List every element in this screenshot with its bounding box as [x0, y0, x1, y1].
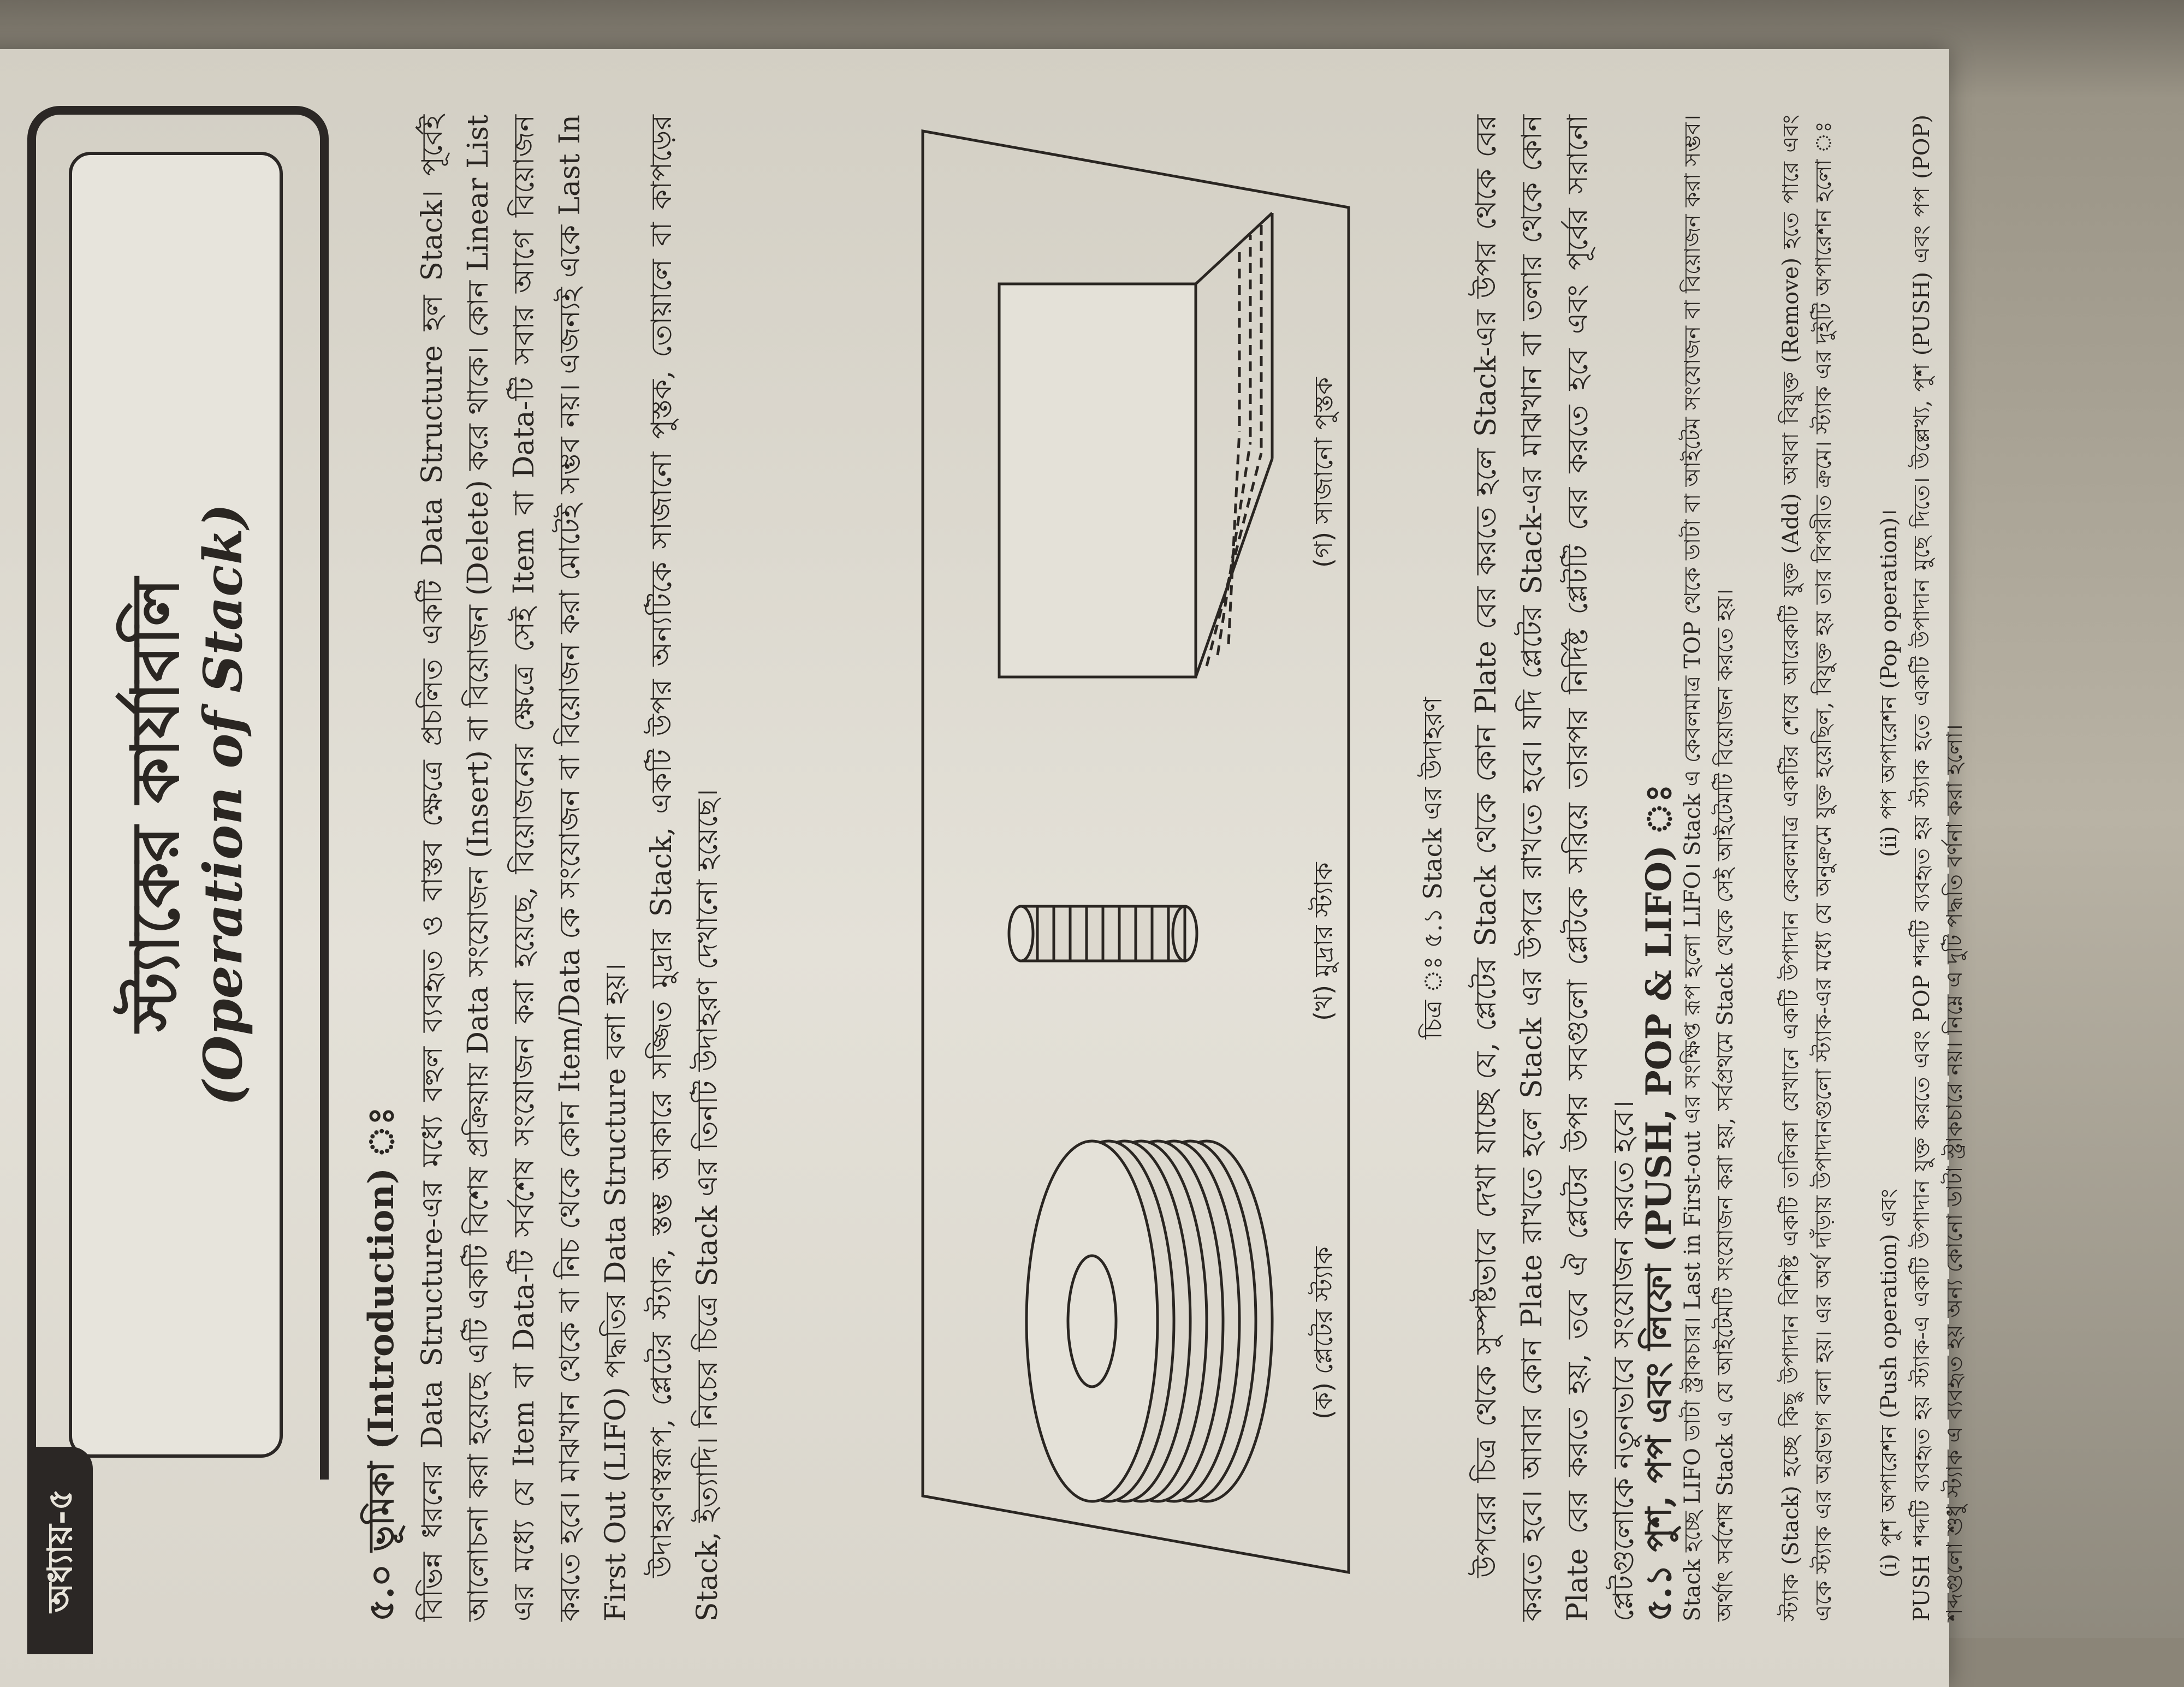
operation-list-item-2: (ii) পপ অপারেশন (Pop operation)। [1877, 509, 1902, 857]
stack-examples-figure [857, 131, 1403, 1605]
page-number [0, 120, 9, 169]
post-figure-paragraph: উপরের চিত্র থেকে সুস্পষ্টভাবে দেখা যাচ্ছে যে, প্লেটের Stack থেকে কোন Plate বের করতে হলে Stack-এর উপর থেকে বের করতে হবে। আবার কোন Plate রাখতে হলে Stack এর উপরে রাখতে হবে। যদি প্লেটের Stack-এর মাঝখান বা তলার থেকে কোন Plate বের করতে হয়, তবে ঐ প্লেটের উপর সবগুলো প্লেটকে সরিয়ে তারপর নির্দিষ্ট প্লেটটি বের করতে হবে এবং পূর্বের সরানো প্লেটগুলোকে নতুনভাবে সংযোজন করতে হবে। [1470, 115, 1640, 1621]
section-5-1-paragraph-3: PUSH শব্দটি ব্যবহৃত হয় স্ট্যাক-এ একটি উপাদান যুক্ত করতে এবং POP শব্দটি ব্যবহৃত হয় স্ট্যাক হতে একটি উপাদান মুছে দিতে। উল্লেখ্য, পুশ (PUSH) এবং পপ (POP) শব্দগুলো শুধু স্ট্যাক এ ব্যবহৃত হয় অন্য কোনো ডাটা স্ট্রাকচারে নয়। নিম্নে এ দুটি পদ্ধতি বর্ণনা করা হলো। [1909, 115, 1967, 1621]
figure-label-a: (ক) প্লেটের স্ট্যাক [1309, 1246, 1338, 1419]
operation-list-item-1: (i) পুশ অপারেশন (Push operation) এবং [1877, 1189, 1902, 1578]
section-5-1-paragraph-2: স্ট্যাক (Stack) হচ্ছে কিছু উপাদান বিশিষ্ট একটি তালিকা যেখানে একটি উপাদান কেবলমাত্র একটির শেষে আরেকটি যুক্ত (Add) অথবা বিযুক্ত (Remove) হতে পারে এবং একে স্ট্যাক এর অগ্রভাগ বলা হয়। এর অর্থ দাঁড়ায় উপাদানগুলো স্ট্যাক-এর মধ্যে যে অনুক্রমে যুক্ত হয়েছিল, বিযুক্ত হয় তার বিপরীত ক্রমে। স্ট্যাক এর দুইটি অপারেশন হলো ঃ [1778, 115, 1836, 1621]
book-stack [999, 213, 1272, 677]
figure-label-c: (গ) সাজানো পুস্তক [1309, 377, 1338, 568]
section-5-1-heading: ৫.১ পুশ, পপ এবং লিফো (PUSH, POP & LIFO) ঃ [1639, 783, 1679, 1621]
figure-caption: চিত্র ঃ ৫.১ Stack এর উদাহরণ [1418, 697, 1447, 1039]
intro-paragraph-2: উদাহরণস্বরূপ, প্লেটের স্ট্যাক, স্তম্ভ আকারে সজ্জিত মুদ্রার Stack, একটি উপর অন্যটিকে সাজানো পুস্তক, তোয়ালে বা কাপড়ের Stack, ইত্যাদি। নিচের চিত্রে Stack এর তিনটি উদাহরণ দেখানো হয়েছে। [645, 115, 724, 1621]
plate-stack [1026, 1141, 1272, 1501]
chapter-tab: অধ্যায়-৫ [27, 1447, 93, 1654]
chapter-title-en: (Operation of Stack) [192, 503, 254, 1106]
intro-heading: ৫.০ ভূমিকা (Introduction) ঃ [361, 1107, 402, 1621]
chapter-title-box [69, 152, 283, 1458]
figure-label-b: (খ) মুদ্রার স্ট্যাক [1309, 862, 1338, 1021]
book-page [0, 49, 1967, 1687]
intro-paragraph-1: বিভিন্ন ধরনের Data Structure-এর মধ্যে বহুল ব্যবহৃত ও বাস্তব ক্ষেত্রে প্রচলিত একটি Data Structure হল Stack। পূর্বেই আলোচনা করা হয়েছে এটি একটি বিশেষ প্রক্রিয়ায় Data সংযোজন (Insert) বা বিয়োজন (Delete) করে থাকে। কোন Linear List এর মধ্যে যে Item বা Data-টি সর্বশেষ সংযোজন করা হয়েছে, বিয়োজনের ক্ষেত্রে সেই Item বা Data-টি সবার আগে বিয়োজন করতে হবে। মাঝখান থেকে বা নিচ থেকে কোন Item/Data কে সংযোজন বা বিয়োজন করা মোটেই সম্ভব নয়। এজন্যই একে Last In First Out (LIFO) পদ্ধতির Data Structure বলা হয়। [416, 115, 632, 1621]
figure-drawing [857, 131, 1403, 1605]
section-5-1-paragraph-1: Stack হচ্ছে LIFO ডাটা স্ট্রাকচার। Last in First-out এর সংক্ষিপ্ত রূপ হলো LIFO। Stack এ কেবলমাত্র TOP থেকে ডাটা বা আইটেম সংযোজন বা বিয়োজন করা সম্ভব। অর্থাৎ সর্বশেষ Stack এ যে আইটেমটি সংযোজন করা হয়, সর্বপ্রথমে Stack থেকে সেই আইটেমটি বিয়োজন করতে হয়। [1680, 115, 1738, 1621]
coin-stack [1009, 906, 1197, 961]
chapter-title-frame [27, 106, 329, 1480]
chapter-title-bn: স্ট্যাকের কার্যাবলি [117, 578, 194, 1032]
running-header [0, 1132, 9, 1305]
